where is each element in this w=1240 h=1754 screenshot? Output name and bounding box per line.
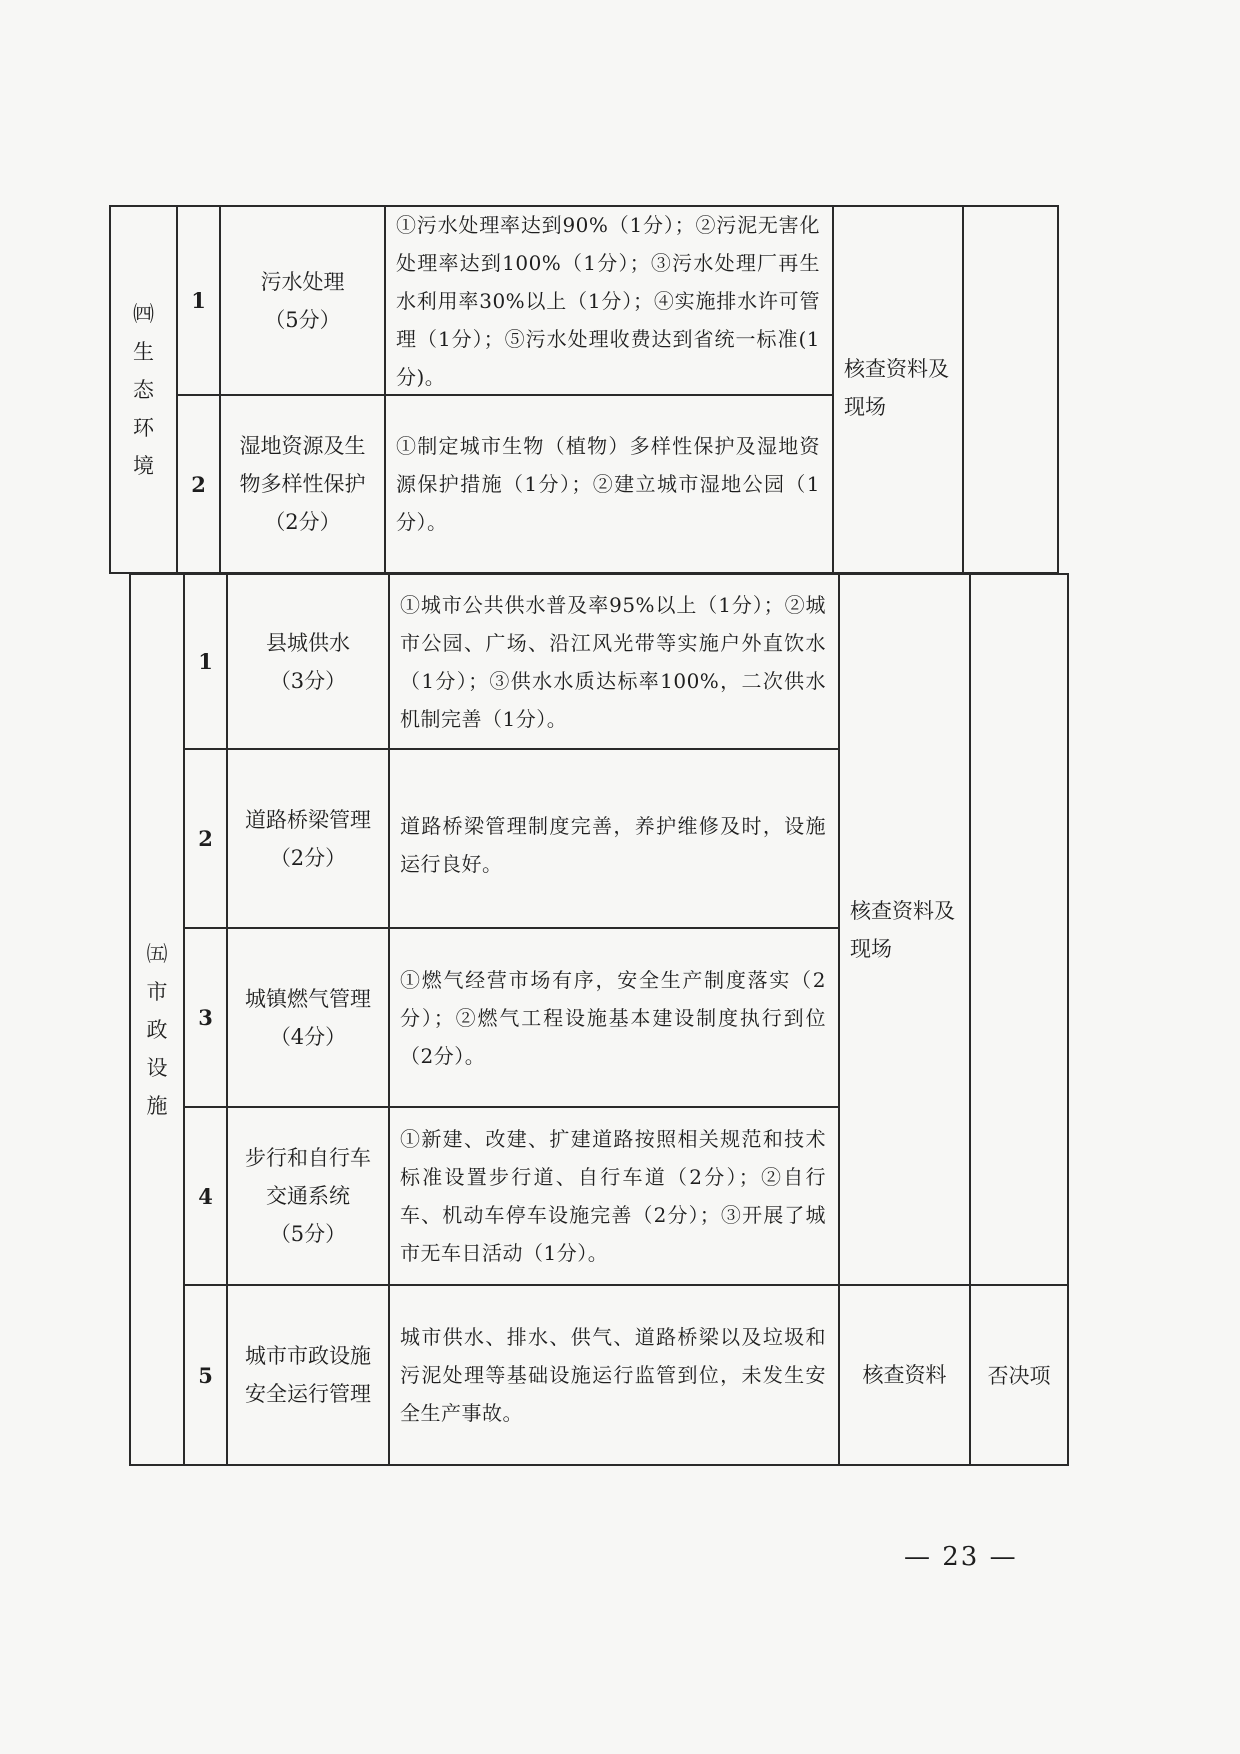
requirement-text: ①新建、改建、扩建道路按照相关规范和技术标准设置步行道、自行车道（2分）；②自行车、机动车停车设施完善（2分）；③开展了城市无车日活动（1分）。: [400, 1127, 826, 1265]
category-char: 境: [133, 453, 154, 478]
check-method: 核查资料及现场: [844, 357, 949, 419]
row-number: 1: [191, 288, 206, 313]
category-char: 市: [146, 980, 168, 1004]
requirement-text: ①制定城市生物（植物）多样性保护及湿地资源保护措施（1分）；②建立城市湿地公园（1分）。: [396, 434, 820, 534]
item-line: （2分）: [264, 510, 341, 534]
requirement-text: ①城市公共供水普及率95%以上（1分）；②城市公园、广场、沿江风光带等实施户外直饮水（1分）；③供水水质达标率100%，二次供水机制完善（1分）。: [400, 592, 826, 731]
item-name: [221, 207, 384, 394]
requirement-text: ①污水处理率达到90%（1分）；②污泥无害化处理率达到100%（1分）；③污水处理厂再生水利用率30%以上（1分）；④实施排水许可管理（1分）；⑤污水处理收费达到省统一标准(1分)。: [396, 212, 820, 389]
item-line: 湿地资源及生: [239, 434, 366, 458]
veto-note: 否决项: [987, 1364, 1051, 1388]
category-char: 施: [146, 1094, 168, 1118]
item-line: 交通系统: [266, 1184, 350, 1208]
item-line: （2分）: [269, 845, 347, 870]
requirement-text: 道路桥梁管理制度完善，养护维修及时，设施运行良好。: [400, 814, 826, 876]
item-line: 物多样性保护: [239, 472, 366, 496]
item-line: 县城供水: [266, 630, 350, 655]
requirement-text: ①燃气经营市场有序，安全生产制度落实（2分）；②燃气工程设施基本建设制度执行到位（2分）。: [400, 967, 826, 1068]
page-number: — 23 —: [904, 1542, 1018, 1572]
item-name: [228, 1108, 388, 1284]
requirement-text: 城市供水、排水、供气、道路桥梁以及垃圾和污泥处理等基础设施运行监管到位，未发生安全生产事故。: [400, 1325, 826, 1425]
item-name: [228, 575, 388, 748]
item-line: 安全运行管理: [245, 1382, 371, 1406]
item-line: （5分）: [264, 307, 341, 332]
item-name: [228, 929, 388, 1106]
category-municipal: [131, 930, 183, 1130]
row-number: 1: [198, 649, 213, 674]
category-char: 生: [133, 339, 154, 364]
category-char: 设: [146, 1056, 168, 1080]
category-char: 环: [133, 415, 154, 440]
row-number: 2: [191, 471, 206, 497]
item-line: 道路桥梁管理: [245, 807, 371, 832]
row-number: 4: [198, 1183, 213, 1209]
item-line: （4分）: [269, 1024, 347, 1049]
item-name: [228, 750, 388, 927]
item-line: 污水处理: [260, 269, 345, 294]
item-line: 步行和自行车: [245, 1146, 371, 1170]
category-ecology: [111, 207, 176, 572]
category-char: 政: [146, 1018, 168, 1042]
item-name: [228, 1286, 388, 1464]
item-line: 城市市政设施: [245, 1344, 371, 1368]
item-line: 城镇燃气管理: [245, 986, 371, 1011]
item-line: （3分）: [269, 668, 347, 693]
check-method: 核查资料及现场: [850, 899, 955, 961]
check-method: 核查资料: [862, 1363, 947, 1387]
item-name: [221, 396, 384, 572]
category-char: ㈣: [133, 301, 154, 326]
row-number: 3: [198, 1005, 213, 1030]
row-number: 5: [198, 1362, 213, 1388]
item-line: （5分）: [269, 1222, 347, 1246]
category-char: ㈤: [146, 942, 168, 966]
category-char: 态: [133, 377, 154, 402]
row-number: 2: [198, 826, 213, 851]
